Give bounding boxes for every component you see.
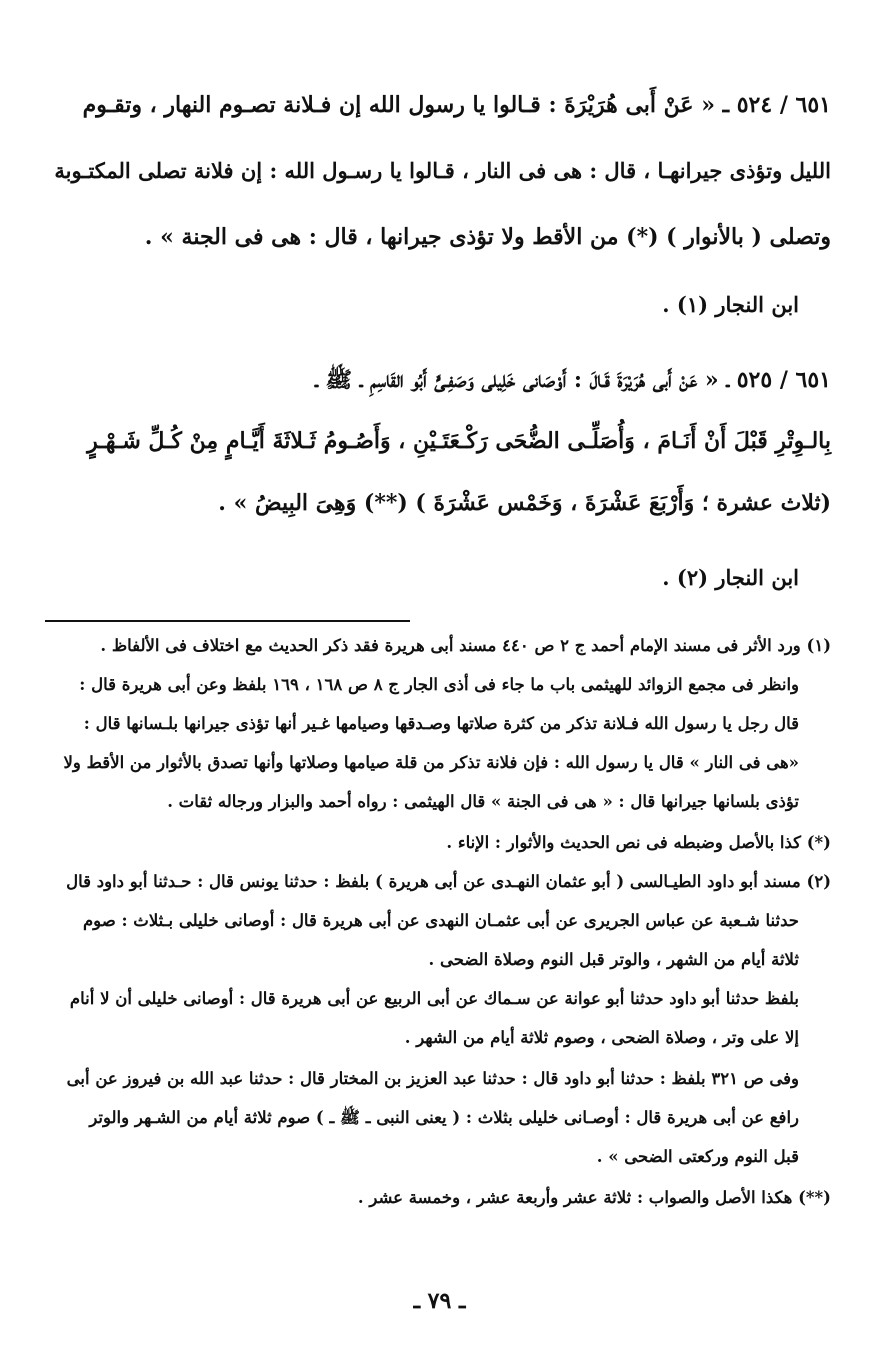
hadith-524-source: ابن النجار (١) . — [662, 292, 799, 317]
hadith-525-line-2: بِالـوِتْرِ قَبْلَ أَنْ أَنَـامَ ، وَأُصَلِّـى الضُّحَى رَكْـعَتَـيْنِ ، وَأَصُـومُ ثَـلاثَةَ أَيَّـامٍ مِنْ كُـلِّ شَـهْـرٍ — [87, 428, 831, 454]
footnote-line: قال رجل يا رسول الله فـلانة تذكر من كثرة صلاتها وصـدقها وصيامها غـير أنها تؤذى جيرانها بلـسانها قال : — [83, 714, 799, 733]
page-number: ـ ٧٩ ـ — [413, 1288, 466, 1314]
hadith-525-line-1: ٦٥١ / ٥٢٥ ـ « عَنْ أَبى هُرَيْرَةَ قَـالَ : أَوْصَانى خَلِيلى وَصَفِـىٍّ أَبُو القَاسِمِ ـ ﷺ ـ — [315, 367, 831, 393]
hadith-525-source: ابن النجار (٢) . — [662, 565, 799, 590]
footnote-separator — [45, 620, 410, 622]
hadith-524-line-1: ٦٥١ / ٥٢٤ ـ « عَنْ أَبى هُرَيْرَةَ : قـالوا يا رسول الله إن فـلانة تصـوم النهار ، وتقـوم — [82, 92, 831, 118]
footnote-line: (*) كذا بالأصل وضبطه فى نص الحديث والأثوار : الإناء . — [446, 833, 831, 852]
footnote-line: (١) ورد الأثر فى مسند الإمام أحمد ج ٢ ص ٤٤٠ مسند أبى هريرة فقد ذكر الحديث مع اختلاف فى الألفاظ . — [100, 636, 831, 655]
hadith-524-line-3: وتصلى ( بالأنوار ) (*) من الأقط ولا تؤذى جيرانها ، قال : هى فى الجنة » . — [144, 224, 831, 250]
footnote-line: بلفظ حدثنا أبو داود حدثنا أبو عوانة عن سـماك عن أبى الربيع عن أبى هريرة قال : أوصانى خليلى أن لا أنام — [69, 989, 799, 1008]
footnote-line: ثلاثة أيام من الشهر ، والوتر قبل النوم وصلاة الضحى . — [428, 950, 799, 969]
footnote-line: (٢) مسند أبو داود الطيـالسى ( أبو عثمان النهـدى عن أبى هريرة ) بلفظ : حدثنا يونس قال : حـدثنا أبو داود قال — [66, 872, 831, 891]
footnote-line: حدثنا شـعبة عن عباس الجريرى عن أبى عثمـان النهدى عن أبى هريرة قال : أوصانى خليلى بـثلاث : صوم — [82, 911, 799, 930]
footnote-line: (**) هكذا الأصل والصواب : ثلاثة عشر وأربعة عشر ، وخمسة عشر . — [357, 1188, 831, 1207]
hadith-525-line-3: (ثلاث عشرة ؛ وَأَرْبَعَ عَشْرَةَ ، وَخَمْس عَشْرَةَ ) (**) وَهِىَ البِيضُ » . — [218, 490, 831, 516]
footnote-line: رافع عن أبى هريرة قال : أوصـانى خليلى بثلاث : ( يعنى النبى ـ ﷺ ـ ) صوم ثلاثة أيام من الشـهر والوتر — [89, 1108, 799, 1127]
footnote-line: تؤذى بلسانها جيرانها قال : « هى فى الجنة » قال الهيثمى : رواه أحمد والبزار ورجاله ثقات . — [167, 792, 799, 811]
footnote-line: وفى ص ٣٢١ بلفظ : حدثنا أبو داود قال : حدثنا عبد العزيز بن المختار قال : حدثنا عبد الله بن فيروز عن أبى — [66, 1069, 799, 1088]
footnote-line: «هى فى النار » قال يا رسول الله : فإن فلانة تذكر من قلة صيامها وصلاتها وأنها تصدق بالأثوار من الأقط ولا — [63, 753, 799, 772]
footnote-line: إلا على وتر ، وصلاة الضحى ، وصوم ثلاثة أيام من الشهر . — [404, 1028, 799, 1047]
footnote-line: قبل النوم وركعتى الضحى » . — [596, 1147, 799, 1166]
footnote-line: وانظر فى مجمع الزوائد للهيثمى باب ما جاء فى أذى الجار ج ٨ ص ١٦٨ ، ١٦٩ بلفظ وعن أبى هريرة قال : — [79, 675, 799, 694]
hadith-524-line-2: الليل وتؤذى جيرانهـا ، قال : هى فى النار ، قـالوا يا رسـول الله : إن فلانة تصلى المكتـوبة — [54, 158, 831, 183]
